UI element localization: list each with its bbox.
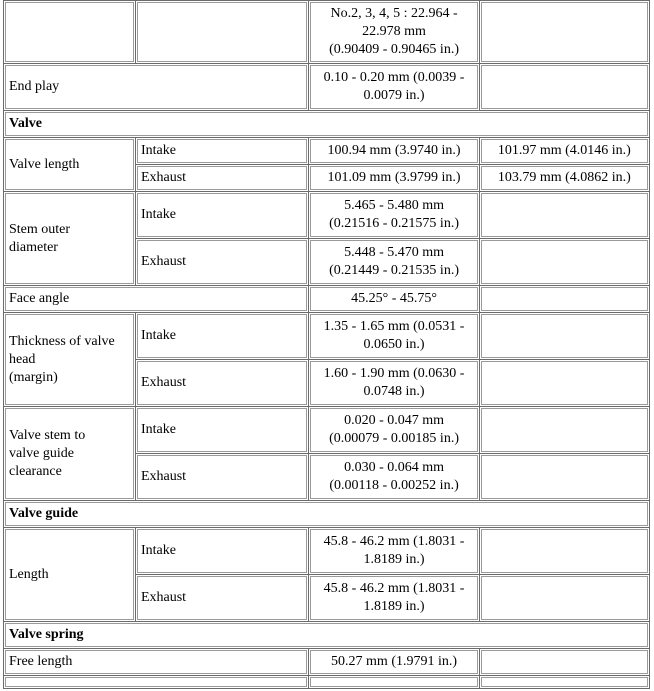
guide-length-label: Length — [4, 528, 136, 622]
empty-cell — [479, 313, 649, 360]
section-title-valve-spring: Valve spring — [4, 622, 650, 649]
section-header-valve-guide — [4, 501, 650, 528]
table-row-journal-diameter — [4, 1, 650, 64]
table-row-cut-off — [4, 676, 650, 689]
stem-outer-exhaust-value: 5.448 - 5.470 mm (0.21449 - 0.21535 in.) — [309, 239, 479, 286]
face-angle-value: 45.25° - 45.75° — [309, 286, 479, 313]
empty-cell — [479, 64, 649, 111]
empty-cell — [479, 407, 649, 454]
empty-cell — [479, 575, 649, 622]
section-title-valve-guide: Valve guide — [4, 501, 650, 528]
thickness-intake-value: 1.35 - 1.65 mm (0.0531 - 0.0650 in.) — [309, 313, 479, 360]
exhaust-label: Exhaust — [135, 454, 308, 501]
table-row-clearance-intake — [4, 407, 650, 454]
valve-length-intake-max: 101.97 mm (4.0146 in.) — [479, 138, 649, 165]
clearance-label: Valve stem to valve guide clearance — [4, 407, 136, 501]
table-row-guide-length-intake — [4, 528, 650, 575]
section-title-valve: Valve — [4, 111, 650, 138]
valve-length-intake-std: 100.94 mm (3.9740 in.) — [309, 138, 479, 165]
clearance-intake-value: 0.020 - 0.047 mm (0.00079 - 0.00185 in.) — [309, 407, 479, 454]
section-header-valve-spring — [4, 622, 650, 649]
empty-cell — [135, 1, 308, 64]
journal-diameter-value: No.2, 3, 4, 5 : 22.964 - 22.978 mm (0.90409 - 0.90465 in.) — [309, 1, 479, 64]
empty-cell — [479, 1, 649, 64]
section-header-valve — [4, 111, 650, 138]
empty-cell — [479, 360, 649, 407]
guide-length-intake-value: 45.8 - 46.2 mm (1.8031 - 1.8189 in.) — [309, 528, 479, 575]
intake-label: Intake — [135, 407, 308, 454]
guide-length-exhaust-value: 45.8 - 46.2 mm (1.8031 - 1.8189 in.) — [309, 575, 479, 622]
thickness-exhaust-value: 1.60 - 1.90 mm (0.0630 - 0.0748 in.) — [309, 360, 479, 407]
valve-length-exhaust-std: 101.09 mm (3.9799 in.) — [309, 165, 479, 192]
clearance-exhaust-value: 0.030 - 0.064 mm (0.00118 - 0.00252 in.) — [309, 454, 479, 501]
face-angle-label: Face angle — [4, 286, 309, 313]
free-length-label: Free length — [4, 649, 309, 676]
exhaust-label: Exhaust — [135, 360, 308, 407]
exhaust-label: Exhaust — [135, 239, 308, 286]
stem-outer-label: Stem outer diameter — [4, 192, 136, 286]
empty-cell — [479, 676, 649, 689]
empty-cell — [479, 528, 649, 575]
specification-table — [3, 0, 650, 689]
table-row-thickness-intake — [4, 313, 650, 360]
empty-cell — [479, 454, 649, 501]
valve-length-label: Valve length — [4, 138, 136, 192]
empty-cell — [4, 1, 136, 64]
table-row-face-angle — [4, 286, 650, 313]
table-row-end-play — [4, 64, 650, 111]
intake-label: Intake — [135, 192, 308, 239]
intake-label: Intake — [135, 138, 308, 165]
empty-cell — [479, 239, 649, 286]
free-length-value: 50.27 mm (1.9791 in.) — [309, 649, 479, 676]
empty-cell — [4, 676, 309, 689]
intake-label: Intake — [135, 313, 308, 360]
exhaust-label: Exhaust — [135, 165, 308, 192]
table-row-valve-length-intake — [4, 138, 650, 165]
stem-outer-intake-value: 5.465 - 5.480 mm (0.21516 - 0.21575 in.) — [309, 192, 479, 239]
empty-cell — [479, 192, 649, 239]
exhaust-label: Exhaust — [135, 575, 308, 622]
end-play-label: End play — [4, 64, 309, 111]
intake-label: Intake — [135, 528, 308, 575]
end-play-value: 0.10 - 0.20 mm (0.0039 - 0.0079 in.) — [309, 64, 479, 111]
empty-cell — [309, 676, 479, 689]
empty-cell — [479, 649, 649, 676]
table-row-free-length — [4, 649, 650, 676]
thickness-label: Thickness of valve head (margin) — [4, 313, 136, 407]
empty-cell — [479, 286, 649, 313]
valve-length-exhaust-max: 103.79 mm (4.0862 in.) — [479, 165, 649, 192]
table-row-stem-outer-intake — [4, 192, 650, 239]
